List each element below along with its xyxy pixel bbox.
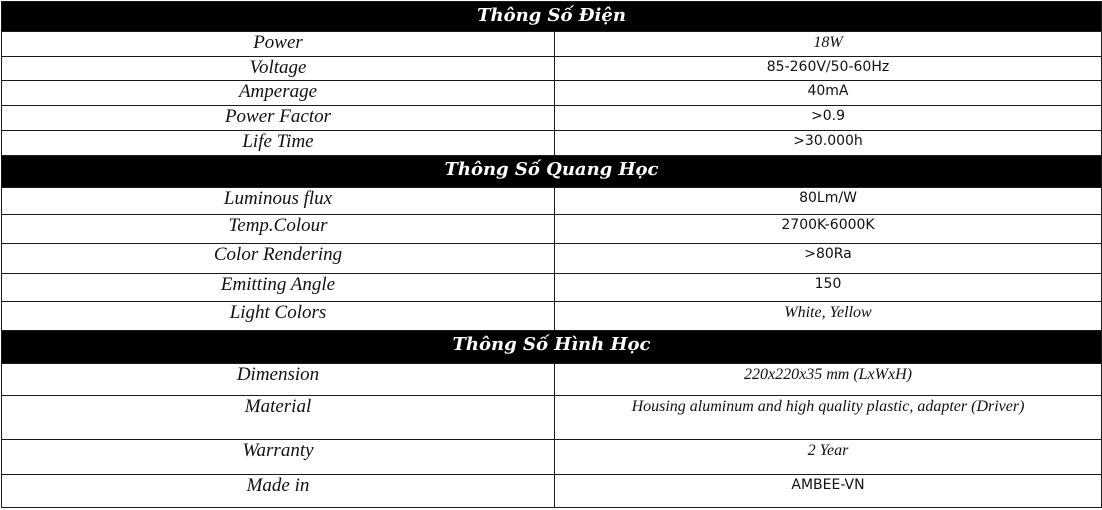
spec-table (1, 1, 1102, 508)
spec-value: 80Lm/W (555, 188, 1102, 215)
spec-label: Luminous flux (2, 188, 555, 215)
spec-value: >0.9 (555, 106, 1102, 131)
table-row (2, 188, 1102, 215)
spec-label: Material (2, 396, 555, 440)
spec-label: Amperage (2, 81, 555, 106)
section-header-row (2, 331, 1102, 364)
spec-value: 2700K-6000K (555, 215, 1102, 244)
spec-value: 150 (555, 274, 1102, 302)
spec-label: Voltage (2, 57, 555, 81)
section-title-optical: Thông Số Quang Học (2, 156, 1102, 188)
section-header-row (2, 2, 1102, 32)
table-row (2, 475, 1102, 508)
table-row (2, 215, 1102, 244)
spec-value: White, Yellow (555, 302, 1102, 331)
spec-value: >30.000h (555, 131, 1102, 156)
section-title-geometric: Thông Số Hình Học (2, 331, 1102, 364)
spec-value: >80Ra (555, 244, 1102, 274)
spec-label: Color Rendering (2, 244, 555, 274)
table-row (2, 106, 1102, 131)
table-row (2, 81, 1102, 106)
spec-value: AMBEE-VN (555, 475, 1102, 508)
spec-label: Light Colors (2, 302, 555, 331)
table-row (2, 364, 1102, 396)
table-row (2, 440, 1102, 475)
table-row (2, 302, 1102, 331)
table-row (2, 57, 1102, 81)
spec-label: Life Time (2, 131, 555, 156)
spec-label: Dimension (2, 364, 555, 396)
spec-value: 18W (555, 32, 1102, 57)
spec-value: 85-260V/50-60Hz (555, 57, 1102, 81)
table-row (2, 32, 1102, 57)
section-title-electrical: Thông Số Điện (2, 2, 1102, 32)
spec-label: Made in (2, 475, 555, 508)
spec-value: 40mA (555, 81, 1102, 106)
spec-label: Power (2, 32, 555, 57)
spec-value: Housing aluminum and high quality plastic, adapter (Driver) (555, 396, 1102, 440)
spec-label: Emitting Angle (2, 274, 555, 302)
table-row (2, 274, 1102, 302)
table-row (2, 131, 1102, 156)
spec-label: Power Factor (2, 106, 555, 131)
spec-label: Temp.Colour (2, 215, 555, 244)
table-row (2, 244, 1102, 274)
section-header-row (2, 156, 1102, 188)
table-row (2, 396, 1102, 440)
spec-value: 2 Year (555, 440, 1102, 475)
spec-label: Warranty (2, 440, 555, 475)
spec-value: 220x220x35 mm (LxWxH) (555, 364, 1102, 396)
